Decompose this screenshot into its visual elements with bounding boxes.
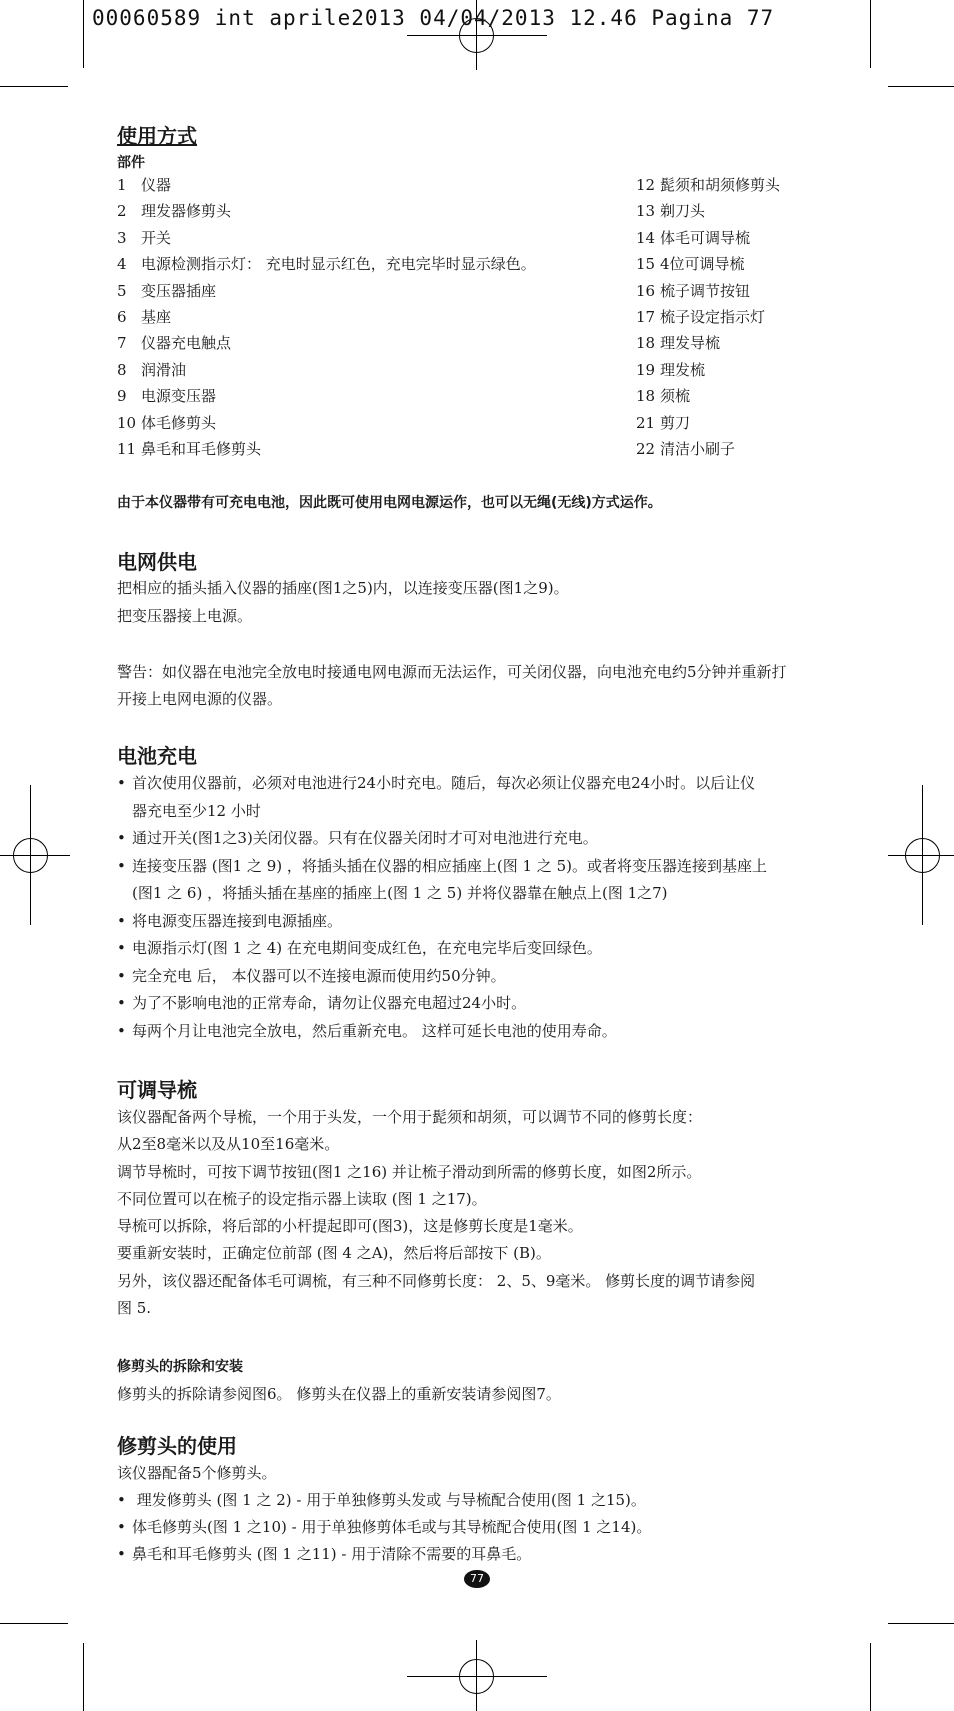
paragraph-line: 要重新安装时，正确定位前部 (图 4 之A)，然后将后部按下 (B)。 xyxy=(117,1244,551,1263)
paragraph-line: 另外，该仪器还配备体毛可调梳，有三种不同修剪长度： 2、5、9毫米。 修剪长度的调节请参阅 xyxy=(117,1271,756,1290)
charging-title: 电池充电 xyxy=(117,744,197,768)
parts-heading: 部件 xyxy=(117,155,145,171)
page-number-badge: 77 xyxy=(464,1570,490,1588)
paragraph-line: 该仪器配备两个导梳，一个用于头发，一个用于髭须和胡须，可以调节不同的修剪长度： xyxy=(117,1108,703,1126)
crop-mark-bottom-right-v xyxy=(870,1643,871,1711)
list-item: 11 鼻毛和耳毛修剪头 xyxy=(117,439,262,458)
parts-list-left xyxy=(117,174,536,464)
guide-title: 可调导梳 xyxy=(117,1078,197,1102)
paragraph-line: 调节导梳时，可按下调节按钮(图1 之16) 并让梳子滑动到所需的修剪长度，如图2所示。 xyxy=(117,1162,702,1181)
registration-left-circle xyxy=(13,838,48,873)
removal-line: 修剪头的拆除请参阅图6。 修剪头在仪器上的重新安装请参阅图7。 xyxy=(117,1385,561,1403)
crop-mark-bottom-left-v xyxy=(83,1643,84,1711)
mains-line-2: 把变压器接上电源。 xyxy=(117,607,253,625)
crop-mark-top-left-h xyxy=(0,86,68,87)
removal-title: 修剪头的拆除和安装 xyxy=(117,1359,243,1375)
list-item: • 电源指示灯(图 1 之 4) 在充电期间变成红色，在充电完毕后变回绿色。 xyxy=(117,939,602,957)
list-item: 17 梳子设定指示灯 xyxy=(636,307,766,326)
list-item: 12 髭须和胡须修剪头 xyxy=(636,176,781,194)
crop-mark-bottom-right-h xyxy=(888,1623,954,1624)
mains-line-1: 把相应的插头插入仪器的插座(图1之5)内，以连接变压器(图1之9)。 xyxy=(117,579,569,597)
print-slug: 00060589 int aprile2013 04/04/2013 12.46 Pagina 77 xyxy=(92,6,775,30)
list-item: • 体毛修剪头(图 1 之10) - 用于单独修剪体毛或与其导梳配合使用(图 1 之14)。 xyxy=(117,1518,652,1536)
list-item: • 连接变压器 (图1 之 9) ，将插头插在仪器的相应插座上(图 1 之 5)。或者将变压器连接到基座上 xyxy=(117,856,767,875)
list-item: 6 基座 xyxy=(117,307,172,326)
list-item: • 完全充电 后， 本仪器可以不连接电源而使用约50分钟。 xyxy=(117,966,506,985)
list-item: 18 须梳 xyxy=(636,387,691,406)
list-item-continuation: (图1 之 6) ，将插头插在基座的插座上(图 1 之 5) 并将仪器靠在触点上(图 1之7) xyxy=(132,884,668,902)
list-item: 5 变压器插座 xyxy=(117,281,217,300)
registration-right-circle xyxy=(905,838,940,873)
list-item: 16 梳子调节按钮 xyxy=(636,281,751,300)
list-item: 9 电源变压器 xyxy=(117,387,217,406)
list-item: 18 理发导梳 xyxy=(636,334,721,353)
list-item: • 每两个月让电池完全放电，然后重新充电。 这样可延长电池的使用寿命。 xyxy=(117,1021,617,1040)
list-item: 2 理发器修剪头 xyxy=(117,202,232,221)
mains-warning-2: 开接上电网电源的仪器。 xyxy=(117,690,283,708)
paragraph-line: 导梳可以拆除，将后部的小杆提起即可(图3)，这是修剪长度是1毫米。 xyxy=(117,1217,583,1236)
mains-title: 电网供电 xyxy=(117,550,197,574)
guide-text xyxy=(117,1106,755,1324)
list-item: • 将电源变压器连接到电源插座。 xyxy=(117,911,343,930)
list-item: 3 开关 xyxy=(117,228,172,247)
parts-list-right xyxy=(636,174,780,464)
crop-mark-top-right-h xyxy=(888,86,954,87)
list-item: 8 润滑油 xyxy=(117,360,187,379)
list-item-continuation: 器充电至少12 小时 xyxy=(132,801,261,820)
paragraph-line: 不同位置可以在梳子的设定指示器上读取 (图 1 之17)。 xyxy=(117,1189,487,1208)
usage-title: 使用方式 xyxy=(117,124,197,148)
paragraph-line: 图 5. xyxy=(117,1299,152,1318)
list-item: 1 仪器 xyxy=(117,176,172,194)
list-item: • 理发修剪头 (图 1 之 2) - 用于单独修剪头发或 与导梳配合使用(图 1 之15)。 xyxy=(117,1491,646,1509)
list-item: 14 体毛可调导梳 xyxy=(636,228,751,247)
list-item: 22 清洁小刷子 xyxy=(636,439,736,458)
crop-mark-bottom-left-h xyxy=(0,1623,68,1624)
heads-title: 修剪头的使用 xyxy=(117,1434,237,1458)
list-item: 19 理发梳 xyxy=(636,360,706,379)
charging-list xyxy=(117,772,767,1047)
crop-mark-top-right-v xyxy=(870,0,871,68)
list-item: • 首次使用仪器前，必须对电池进行24小时充电。随后，每次必须让仪器充电24小时。以后让仪 xyxy=(117,774,756,792)
list-item: • 鼻毛和耳毛修剪头 (图 1 之11) - 用于清除不需要的耳鼻毛。 xyxy=(117,1545,532,1563)
list-item: 13 剃刀头 xyxy=(636,202,706,221)
list-item: 15 4位可调导梳 xyxy=(636,255,745,274)
list-item: 10 体毛修剪头 xyxy=(117,413,217,432)
paragraph-line: 从2至8毫米以及从10至16毫米。 xyxy=(117,1135,340,1154)
list-item: • 通过开关(图1之3)关闭仪器。只有在仪器关闭时才可对电池进行充电。 xyxy=(117,829,598,847)
list-item: 4 电源检测指示灯： 充电时显示红色，充电完毕时显示绿色。 xyxy=(117,255,536,274)
registration-bottom-circle xyxy=(459,1659,494,1694)
list-item: 21 剪刀 xyxy=(636,413,691,432)
list-item: • 为了不影响电池的正常寿命，请勿让仪器充电超过24小时。 xyxy=(117,994,527,1012)
heads-text xyxy=(117,1462,651,1570)
list-item: 7 仪器充电触点 xyxy=(117,334,232,353)
mains-warning-1: 警告：如仪器在电池完全放电时接通电网电源而无法运作，可关闭仪器，向电池充电约5分钟并重新打 xyxy=(117,663,787,681)
crop-mark-top-left-v xyxy=(83,0,84,68)
cordless-note: 由于本仪器带有可充电电池，因此既可使用电网电源运作，也可以无绳(无线)方式运作。 xyxy=(117,495,662,511)
paragraph-line: 该仪器配备5个修剪头。 xyxy=(117,1464,277,1482)
